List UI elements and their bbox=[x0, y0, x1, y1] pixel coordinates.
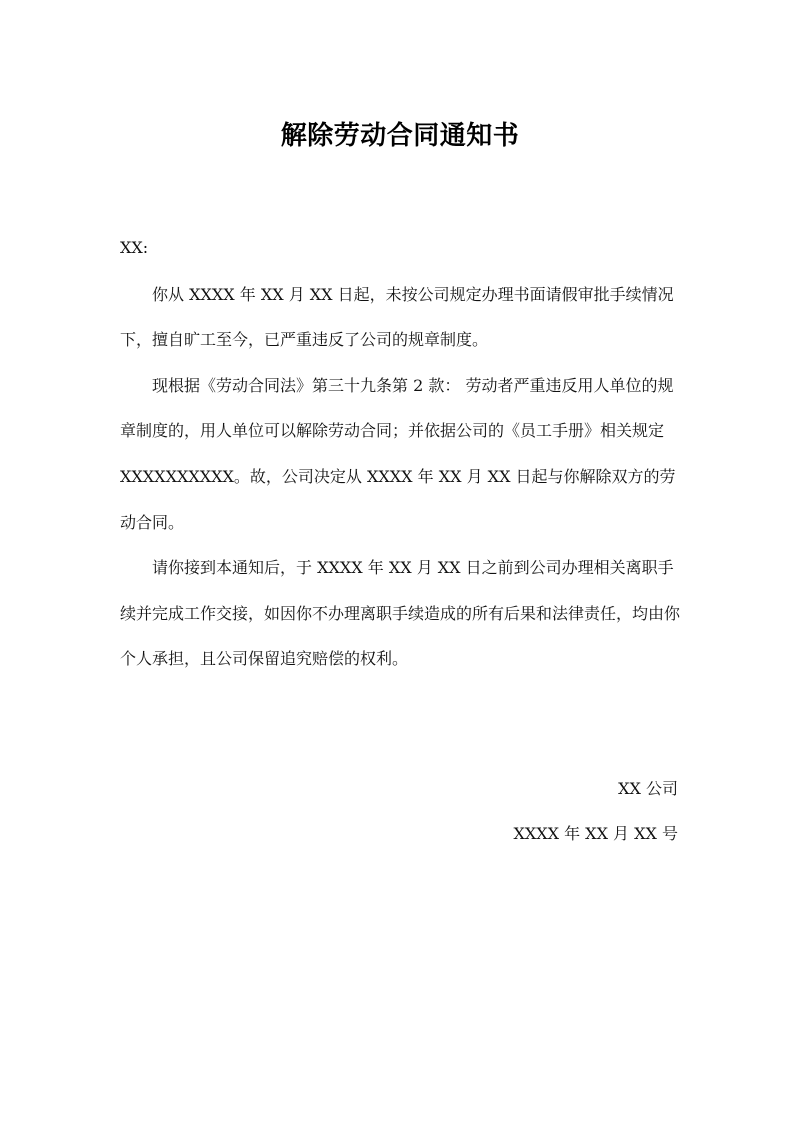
signature-date: XXXX 年 XX 月 XX 号 bbox=[513, 824, 678, 843]
paragraph-2-line-4: 动合同。 bbox=[120, 513, 185, 532]
paragraph-1-line-2: 下，擅自旷工至今，已严重违反了公司的规章制度。 bbox=[120, 330, 489, 349]
paragraph-3-line-2: 续并完成工作交接，如因你不办理离职手续造成的所有后果和法律责任，均由你 bbox=[120, 604, 681, 623]
salutation: XX: bbox=[120, 238, 149, 257]
paragraph-3-line-1: 请你接到本通知后，于 XXXX 年 XX 月 XX 日之前到公司办理相关离职手 bbox=[152, 558, 674, 577]
paragraph-3-line-3: 个人承担，且公司保留追究赔偿的权利。 bbox=[120, 649, 409, 668]
document-title: 解除劳动合同通知书 bbox=[280, 121, 520, 151]
paragraph-2-line-1: 现根据《劳动合同法》第三十九条第 2 款： 劳动者严重违反用人单位的规 bbox=[152, 376, 674, 395]
paragraph-1-line-1: 你从 XXXX 年 XX 月 XX 日起，未按公司规定办理书面请假审批手续情况 bbox=[152, 285, 674, 304]
paragraph-2-line-3: XXXXXXXXXX。故，公司决定从 XXXX 年 XX 月 XX 日起与你解除双方的劳 bbox=[120, 467, 676, 486]
signature-company: XX 公司 bbox=[618, 779, 678, 798]
paragraph-2-line-2: 章制度的，用人单位可以解除劳动合同；并依据公司的《员工手册》相关规定 bbox=[120, 421, 665, 440]
